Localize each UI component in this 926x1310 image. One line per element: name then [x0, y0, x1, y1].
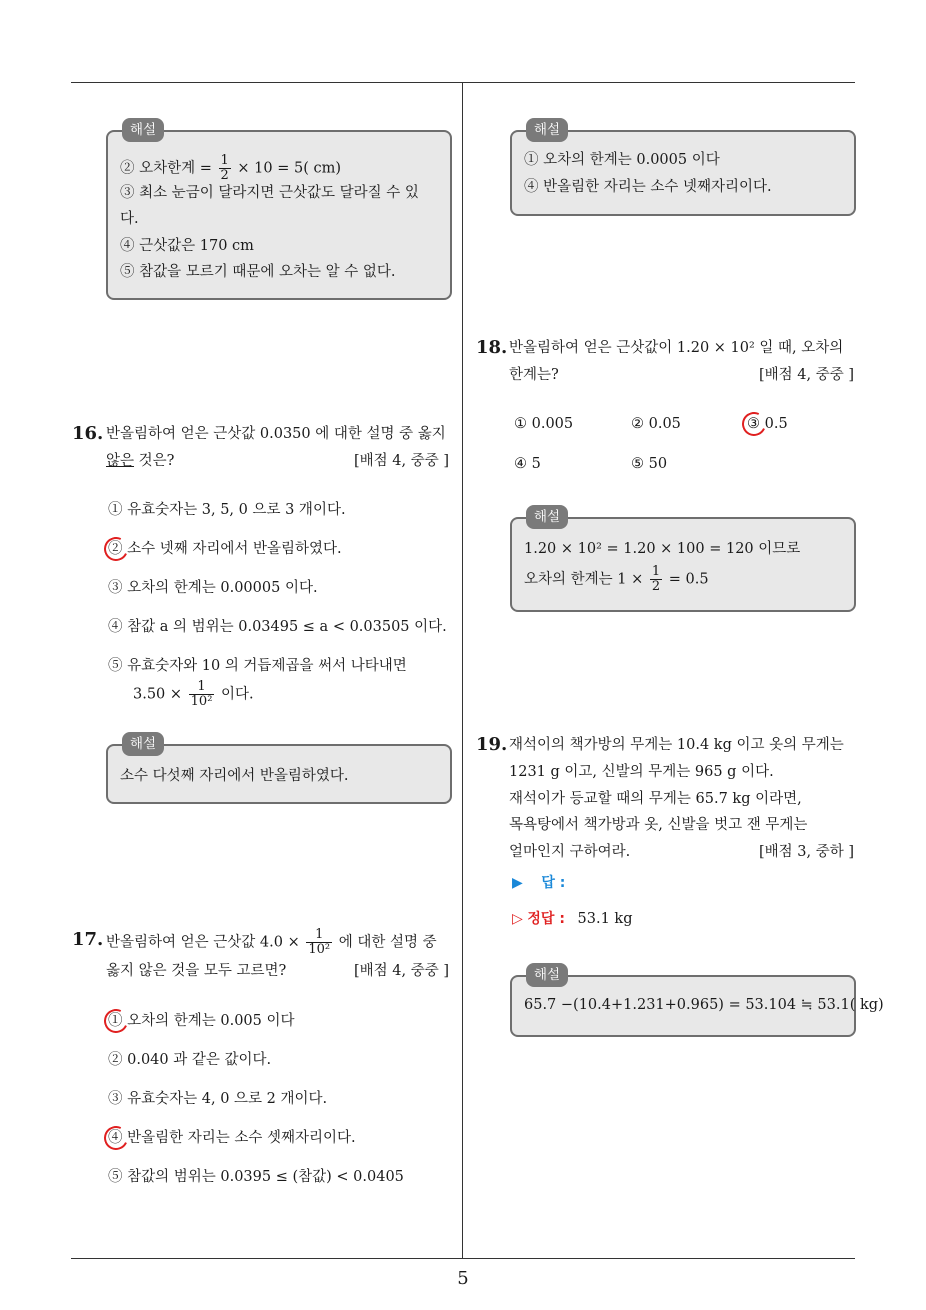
answer-label: 답 :: [541, 875, 566, 891]
question-text: 반올림하여 얻은 근삿값이 1.20 × 10² 일 때, 오차의: [509, 340, 844, 356]
bottom-rule: [71, 1258, 855, 1259]
play-icon: ▶: [512, 875, 523, 891]
explain-tab: 해설: [526, 963, 568, 987]
question-text: 1231 g 이고, 신발의 무게는 965 g 이다.: [509, 764, 774, 780]
question-text: 목욕탕에서 책가방과 옷, 신발을 벗고 잰 무게는: [509, 817, 808, 833]
explain-line: 65.7 −(10.4+1.231+0.965) = 53.104 ≒ 53.1( kg): [524, 997, 884, 1013]
option[interactable]: ⑤ 50: [631, 456, 668, 472]
explain-line: ② 오차한계 = $\frac{1}{2}$ × 10 = 5( cm): [120, 153, 342, 183]
column-divider: [462, 83, 463, 1258]
question-number: 18.: [476, 337, 508, 358]
explain-line: 다.: [120, 211, 139, 227]
question-meta: [배점 3, 중하 ]: [758, 844, 854, 860]
explain-box-q18: [510, 509, 856, 612]
fraction: $\frac{1}{2}$: [220, 153, 229, 183]
question-meta: [배점 4, 중중 ]: [353, 963, 449, 979]
explain-box-a: [106, 122, 452, 300]
option[interactable]: ③ 오차의 한계는 0.00005 이다.: [108, 580, 318, 596]
option[interactable]: ② 소수 넷째 자리에서 반올림하였다.: [108, 541, 342, 557]
question-text: 반올림하여 얻은 근삿값 4.0 × $\frac{1}{\text{10²}}$ 에 대한 설명 중: [106, 927, 437, 957]
explain-line: ① 오차의 한계는 0.0005 이다: [524, 152, 720, 168]
question-text: 얼마인지 구하여라.: [509, 844, 631, 860]
top-rule: [71, 82, 855, 83]
play-outline-icon: ▷: [512, 911, 523, 927]
option[interactable]: ① 유효숫자는 3, 5, 0 으로 3 개이다.: [108, 502, 346, 518]
explain-line: ③ 최소 눈금이 달라지면 근삿값도 달라질 수 있: [120, 185, 419, 201]
question-number: 19.: [476, 734, 508, 755]
question-text: 재석이의 책가방의 무게는 10.4 kg 이고 옷의 무게는: [509, 737, 844, 753]
question-text: 옳지 않은 것을 모두 고르면?: [106, 963, 287, 979]
option[interactable]: ④ 반올림한 자리는 소수 셋째자리이다.: [108, 1130, 356, 1146]
option[interactable]: ② 0.040 과 같은 값이다.: [108, 1052, 272, 1068]
option[interactable]: ⑤ 참값의 범위는 0.0395 ≤ (참값) < 0.0405: [108, 1169, 404, 1185]
explain-line: ④ 반올림한 자리는 소수 넷째자리이다.: [524, 179, 772, 195]
option[interactable]: ④ 참값 a 의 범위는 0.03495 ≤ a < 0.03505 이다.: [108, 619, 447, 635]
question-meta: [배점 4, 중중 ]: [353, 453, 449, 469]
question-text: 않은 것은?: [106, 453, 175, 469]
correct-value: 53.1 kg: [577, 911, 633, 927]
option[interactable]: ③ 0.5: [747, 416, 788, 432]
explain-line: ⑤ 참값을 모르기 때문에 오차는 알 수 없다.: [120, 264, 396, 280]
explain-tab: 해설: [122, 732, 164, 756]
explain-line: 1.20 × 10² = 1.20 × 100 = 120 이므로: [524, 541, 801, 557]
option-continuation: 3.50 × $\frac{1}{\text{10²}}$ 이다.: [133, 679, 254, 709]
question-text: 재석이가 등교할 때의 무게는 65.7 kg 이라면,: [509, 791, 802, 807]
explain-line: 오차의 한계는 1 × $\frac{1}{2}$ = 0.5: [524, 564, 709, 594]
question-text: 반올림하여 얻은 근삿값 0.0350 에 대한 설명 중 옳지: [106, 426, 446, 442]
question-text: 한계는?: [509, 367, 559, 383]
page-number: 5: [457, 1268, 469, 1289]
option[interactable]: ④ 5: [514, 456, 541, 472]
fraction: $\frac{1}{\text{10²}}$: [308, 927, 331, 957]
option[interactable]: ② 0.05: [631, 416, 681, 432]
question-meta: [배점 4, 중중 ]: [758, 367, 854, 383]
option[interactable]: ③ 유효숫자는 4, 0 으로 2 개이다.: [108, 1091, 328, 1107]
fraction: $\frac{1}{2}$: [651, 564, 661, 594]
explain-tab: 해설: [526, 118, 568, 142]
question-number: 16.: [72, 423, 104, 444]
correct-label: 정답 :: [527, 911, 565, 927]
explain-tab: 해설: [526, 505, 568, 529]
option[interactable]: ① 0.005: [514, 416, 574, 432]
question-number: 17.: [72, 929, 104, 950]
fraction: $\frac{1}{\text{10²}}$: [190, 679, 213, 709]
explain-tab: 해설: [122, 118, 164, 142]
explain-line: 소수 다섯째 자리에서 반올림하였다.: [120, 768, 349, 784]
option[interactable]: ⑤ 유효숫자와 10 의 거듭제곱을 써서 나타내면: [108, 658, 407, 674]
correct-answer-row: [512, 908, 633, 930]
explain-box-b: [510, 122, 856, 216]
answer-row: [512, 872, 565, 894]
explain-line: ④ 근삿값은 170 cm: [120, 238, 254, 254]
explain-box-q19: [510, 967, 884, 1037]
option[interactable]: ① 오차의 한계는 0.005 이다: [108, 1013, 295, 1029]
explain-box-q16: [106, 736, 452, 804]
